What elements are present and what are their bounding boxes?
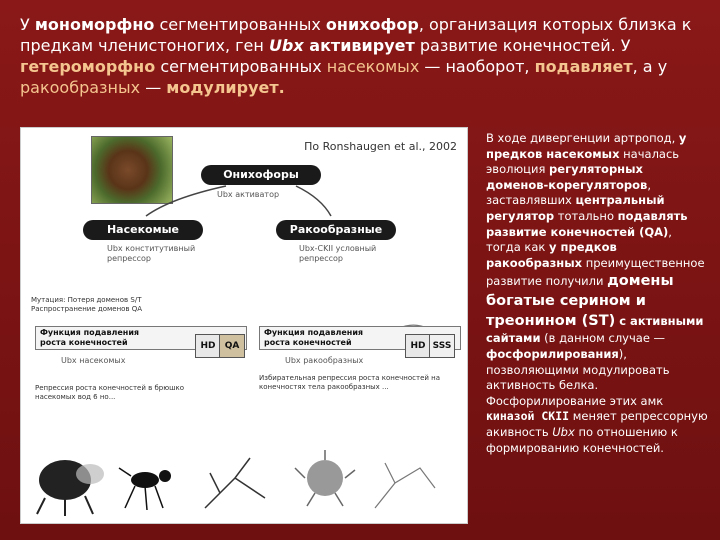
headline-part: сегментированных (154, 15, 326, 34)
headline-part: , а у (632, 57, 668, 76)
side-part: преимущественное развитие получили (486, 255, 705, 289)
side-part: у предков ракообразных (486, 240, 617, 270)
insect-function-label: Функция подавления роста конечностей (40, 328, 140, 347)
headline-part: гетероморфно (20, 57, 156, 76)
headline-part: онихофор (325, 15, 419, 34)
side-part: , заставлявших (486, 177, 651, 208)
headline-part: , организация которых близка к предкам членистоногих, ген (20, 15, 692, 55)
crust-hd-box: HD (405, 334, 431, 358)
insect-qa-box: QA (219, 334, 245, 358)
ubx-activator-label: Ubx активатор (217, 190, 280, 199)
ubx-constitutive-label: Ubx конститутивный репрессор (107, 244, 196, 263)
ubx-crust-label: Ubx ракообразных (285, 356, 364, 365)
headline-part: модулирует. (166, 78, 285, 97)
headline-part: ракообразных (20, 78, 141, 97)
headline-part: развитие конечностей. У (414, 36, 631, 55)
headline-part: Ubx (268, 36, 304, 55)
crust-repression-note: Избирательная репрессия роста конечностей на конечностях тела ракообразных ... (259, 374, 441, 391)
crust-function-label: Функция подавления роста конечностей (264, 328, 364, 347)
organism-drawings (35, 448, 455, 518)
side-part: меняет репрессорную акивность (486, 409, 708, 439)
side-part: домены богатые серином и треонином (ST) (486, 273, 674, 330)
mutation-note: Мутация: Потеря доменов S/T Распространение доменов QA (31, 296, 143, 313)
explanation-text (486, 131, 708, 456)
side-part: Ubx (552, 424, 575, 439)
headline-part: активирует (303, 36, 415, 55)
headline-part: — наоборот, (419, 57, 535, 76)
side-part: с активными сайтами (486, 314, 704, 346)
side-part: у предков насекомых (486, 131, 687, 161)
side-part: началась эволюция (486, 146, 680, 177)
insects-label: Насекомые (83, 220, 203, 240)
side-part: ), позволяющими модулировать активность белка. Фосфорилирование этих амк (486, 346, 670, 408)
onychophora-label: Онихофоры (201, 165, 321, 185)
headline-part: — (140, 78, 167, 97)
insect-hd-box: HD (195, 334, 221, 358)
side-part: , тогда как (486, 224, 672, 255)
headline-part: подавляет (534, 57, 633, 76)
side-part: тотально (554, 208, 618, 223)
crustaceans-label: Ракообразные (276, 220, 396, 240)
side-part: подавлять развитие конечностей (QA) (486, 208, 688, 239)
side-part: киназой СКII (486, 409, 570, 424)
crust-sss-box: SSS (429, 334, 455, 358)
side-part: В ходе дивергенции артропод, (486, 131, 679, 145)
headline-part: насекомых (326, 57, 420, 76)
headline-part: У (20, 15, 35, 34)
headline-part: мономорфно (34, 15, 155, 34)
figure-panel (20, 127, 468, 524)
side-part: фосфорилирования (486, 346, 619, 361)
ubx-ckii-label: Ubx-CKII условный репрессор (299, 244, 377, 263)
figure-credit: По Ronshaugen et al., 2002 (304, 140, 457, 153)
side-part: по отношению к формированию конечностей. (486, 424, 678, 455)
insect-repression-note: Репрессия роста конечностей в брюшко насекомых вод 6 но... (35, 384, 185, 401)
side-part: регуляторных доменов-корегуляторов (486, 162, 648, 192)
ubx-insects-label: Ubx насекомых (61, 356, 126, 365)
side-part: центральный регулятор (486, 193, 665, 223)
slide-headline (20, 14, 700, 98)
side-part: (в данном случае — (540, 331, 666, 346)
headline-part: сегментированных (155, 57, 327, 76)
